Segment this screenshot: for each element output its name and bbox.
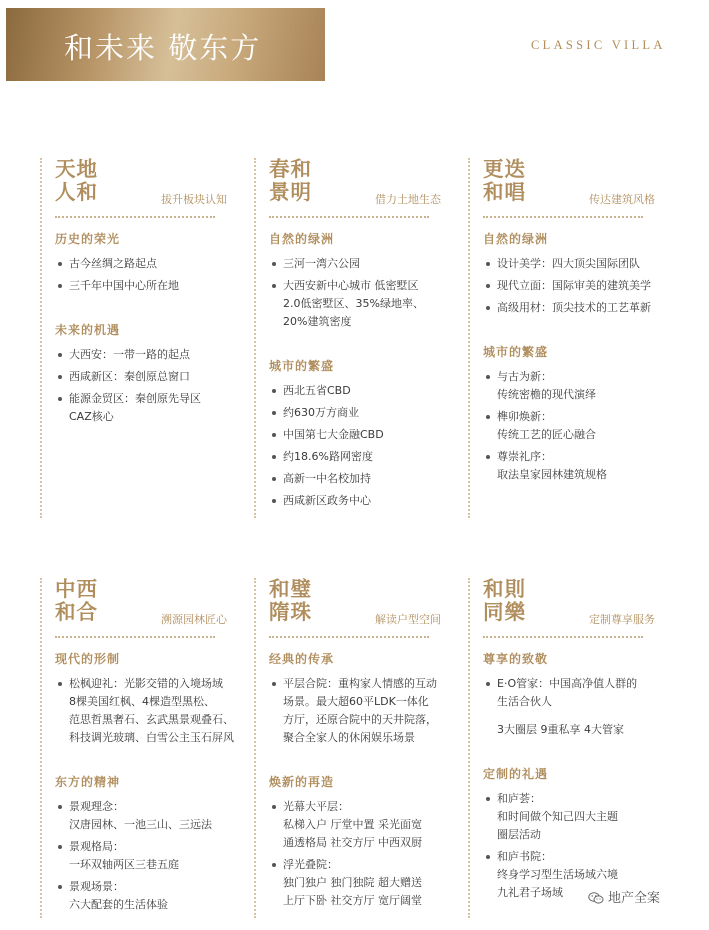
column-header <box>269 158 469 214</box>
list-item-line: 圈层活动 <box>497 828 541 841</box>
column-title-line: 天地 <box>55 157 98 181</box>
section-title: 历史的荣光 <box>55 232 121 246</box>
dotted-rule <box>483 216 643 218</box>
column-title-line: 隋珠 <box>269 600 312 624</box>
list-item-line: 设计美学：四大顶尖国际团队 <box>497 257 640 270</box>
list-item <box>55 346 255 364</box>
list-item-line: 传统密檐的现代演绎 <box>497 388 596 401</box>
list-item <box>269 856 469 910</box>
bullet-list <box>483 255 683 317</box>
section-title: 焕新的再造 <box>269 775 335 789</box>
list-item-line: 高级用材：顶尖技术的工艺革新 <box>497 301 651 314</box>
list-item <box>55 838 255 874</box>
column-title-line: 和合 <box>55 600 98 624</box>
list-item-line: 上厅下卧 社交方厅 宽厅阔堂 <box>283 894 422 907</box>
column-subtitle: 拔升板块认知 <box>161 193 227 206</box>
section-title: 自然的绿洲 <box>483 232 549 246</box>
list-item <box>269 382 469 400</box>
list-item-line: 2.0低密墅区、35%绿地率、 <box>283 297 424 310</box>
list-item-line: 约630万方商业 <box>283 406 359 419</box>
list-item-line: 三千年中国中心所在地 <box>69 279 179 292</box>
list-item-line: 独门独户 独门独院 超大赠送 <box>283 876 422 889</box>
list-item-line: E·O管家：中国高净值人群的 <box>497 677 638 690</box>
dotted-rule <box>55 216 215 218</box>
divider <box>40 578 42 918</box>
list-item-line: 约18.6%路网密度 <box>283 450 373 463</box>
list-item-line: 和庐荟： <box>497 792 541 805</box>
list-item-line: 汉唐园林、一池三山、三远法 <box>69 818 212 831</box>
section-title: 自然的绿洲 <box>269 232 335 246</box>
list-item-line: 和时间做个知己四大主题 <box>497 810 618 823</box>
column-subtitle: 定制尊享服务 <box>589 613 655 626</box>
list-item <box>55 878 255 914</box>
list-item <box>483 368 683 404</box>
list-item-line: 西北五省CBD <box>283 384 351 397</box>
column-title-line: 春和 <box>269 157 312 181</box>
column-title-line: 和則 <box>483 577 526 601</box>
list-item-line: 古今丝绸之路起点 <box>69 257 157 270</box>
column-heze-tongle <box>483 578 683 906</box>
dotted-rule <box>269 216 429 218</box>
list-item-line: 松枫迎礼：光影交错的入境场域 <box>69 677 223 690</box>
list-item-line: 浮光叠院： <box>283 858 338 871</box>
column-gengdie-hechang <box>483 158 683 488</box>
column-title <box>55 158 98 204</box>
list-item-line: 终身学习型生活场域六境 <box>497 868 618 881</box>
column-title-line: 人和 <box>55 180 98 204</box>
column-header <box>483 158 683 214</box>
bullet-list <box>269 255 469 331</box>
list-item <box>483 448 683 484</box>
list-item <box>55 277 255 295</box>
list-item <box>55 798 255 834</box>
list-item <box>483 408 683 444</box>
list-item-line: 和庐书院： <box>497 850 552 863</box>
column-header <box>55 158 255 214</box>
service-summary: 3大圈层 9重私享 4大管家 <box>497 723 624 736</box>
list-item-line: 范思哲黑奢石、玄武黑景观叠石、 <box>69 713 234 726</box>
column-title-line: 景明 <box>269 180 312 204</box>
bullet-list <box>269 675 469 747</box>
list-item <box>55 675 255 747</box>
list-item-line: 榫卯焕新： <box>497 410 552 423</box>
section-title: 城市的繁盛 <box>269 359 335 373</box>
column-title-line: 和唱 <box>483 180 526 204</box>
list-item-line: 高新一中名校加持 <box>283 472 371 485</box>
list-item-line: 科技调光玻璃、白雪公主玉石屏风 <box>69 731 234 744</box>
bullet-list <box>269 798 469 910</box>
column-subtitle: 传达建筑风格 <box>589 193 655 206</box>
list-item <box>483 790 683 844</box>
section-title: 东方的精神 <box>55 775 121 789</box>
list-item <box>55 368 255 386</box>
list-item <box>269 798 469 852</box>
list-item-line: 光幕大平层： <box>283 800 349 813</box>
list-item-line: 与古为新： <box>497 370 552 383</box>
column-subtitle: 解读户型空间 <box>375 613 441 626</box>
list-item-line: 九礼君子场域 <box>497 886 563 899</box>
list-item-line: 生活合伙人 <box>497 695 552 708</box>
section-title: 未来的机遇 <box>55 323 121 337</box>
dotted-rule <box>55 636 215 638</box>
list-item-line: CAZ核心 <box>69 410 114 423</box>
bullet-list <box>55 346 255 426</box>
list-item-line: 8棵美国红枫、4棵造型黑松、 <box>69 695 215 708</box>
list-item-line: 三河一湾六公园 <box>283 257 360 270</box>
list-item-line: 一环双轴两区三巷五庭 <box>69 858 179 871</box>
list-item <box>483 277 683 295</box>
bullet-list <box>55 798 255 914</box>
list-item-line: 传统工艺的匠心融合 <box>497 428 596 441</box>
list-item-line: 场景。最大超60平LDK一体化 <box>283 695 429 708</box>
list-item-line: 能源金贸区：秦创原先导区 <box>69 392 201 405</box>
divider <box>40 158 42 518</box>
section-title: 定制的礼遇 <box>483 767 549 781</box>
column-tiandi-renhe <box>55 158 255 430</box>
dotted-rule <box>483 636 643 638</box>
header-banner <box>6 8 325 81</box>
list-item <box>269 448 469 466</box>
column-hebi-suizhu <box>269 578 469 914</box>
list-item-line: 西咸新区政务中心 <box>283 494 371 507</box>
list-item <box>269 404 469 422</box>
section-title: 城市的繁盛 <box>483 345 549 359</box>
list-item <box>269 255 469 273</box>
list-item <box>269 277 469 331</box>
column-title <box>55 578 98 624</box>
list-item <box>269 675 469 747</box>
section-title: 尊享的致敬 <box>483 652 549 666</box>
bullet-list <box>55 255 255 295</box>
list-item-line: 尊崇礼序： <box>497 450 552 463</box>
watermark <box>588 887 660 906</box>
column-header <box>269 578 469 634</box>
list-item <box>269 492 469 510</box>
list-item-line: 景观格局： <box>69 840 124 853</box>
bullet-list <box>483 675 683 711</box>
list-item <box>269 426 469 444</box>
column-title <box>483 578 526 624</box>
column-title-line: 更迭 <box>483 157 526 181</box>
column-title <box>483 158 526 204</box>
dotted-rule <box>269 636 429 638</box>
column-subtitle: 借力土地生态 <box>375 193 441 206</box>
banner-title: 和未来 敬东方 <box>64 31 262 65</box>
section-title: 现代的形制 <box>55 652 121 666</box>
list-item-line: 中国第七大金融CBD <box>283 428 384 441</box>
list-item-line: 聚合全家人的休闲娱乐场景 <box>283 731 415 744</box>
bullet-list <box>483 368 683 484</box>
column-header <box>483 578 683 634</box>
list-item-line: 大西安：一带一路的起点 <box>69 348 190 361</box>
bullet-list <box>483 790 683 902</box>
list-item <box>483 675 683 711</box>
watermark-text: 地产全案 <box>608 891 661 906</box>
column-title-line: 中西 <box>55 577 98 601</box>
column-title <box>269 158 312 204</box>
list-item-line: 取法皇家园林建筑规格 <box>497 468 607 481</box>
column-title <box>269 578 312 624</box>
list-item-line: 现代立面：国际审美的建筑美学 <box>497 279 651 292</box>
column-zhongxi-hehe <box>55 578 255 918</box>
list-item-line: 20%建筑密度 <box>283 315 352 328</box>
column-title-line: 和璧 <box>269 577 312 601</box>
list-item-line: 景观场景： <box>69 880 124 893</box>
brand-wordmark: CLASSIC VILLA <box>531 38 666 52</box>
list-item-line: 景观理念： <box>69 800 124 813</box>
wechat-icon <box>588 892 604 904</box>
column-title-line: 同樂 <box>483 600 526 624</box>
list-item-line: 六大配套的生活体验 <box>69 898 168 911</box>
bullet-list <box>55 675 255 747</box>
column-subtitle: 溯源园林匠心 <box>161 613 227 626</box>
list-item <box>269 470 469 488</box>
list-item-line: 方厅，还原合院中的天井院落， <box>283 713 437 726</box>
list-item-line: 平层合院：重构家人情感的互动 <box>283 677 437 690</box>
list-item-line: 西咸新区：秦创原总窗口 <box>69 370 190 383</box>
column-header <box>55 578 255 634</box>
list-item <box>483 255 683 273</box>
list-item-line: 通透格局 社交方厅 中西双厨 <box>283 836 422 849</box>
list-item <box>55 390 255 426</box>
bullet-list <box>269 382 469 510</box>
list-item <box>483 299 683 317</box>
list-item <box>55 255 255 273</box>
column-chunhe-jingming <box>269 158 469 514</box>
list-item-line: 大西安新中心城市 低密墅区 <box>283 279 419 292</box>
list-item-line: 私梯入户 厅堂中置 采光面宽 <box>283 818 422 831</box>
section-title: 经典的传承 <box>269 652 335 666</box>
